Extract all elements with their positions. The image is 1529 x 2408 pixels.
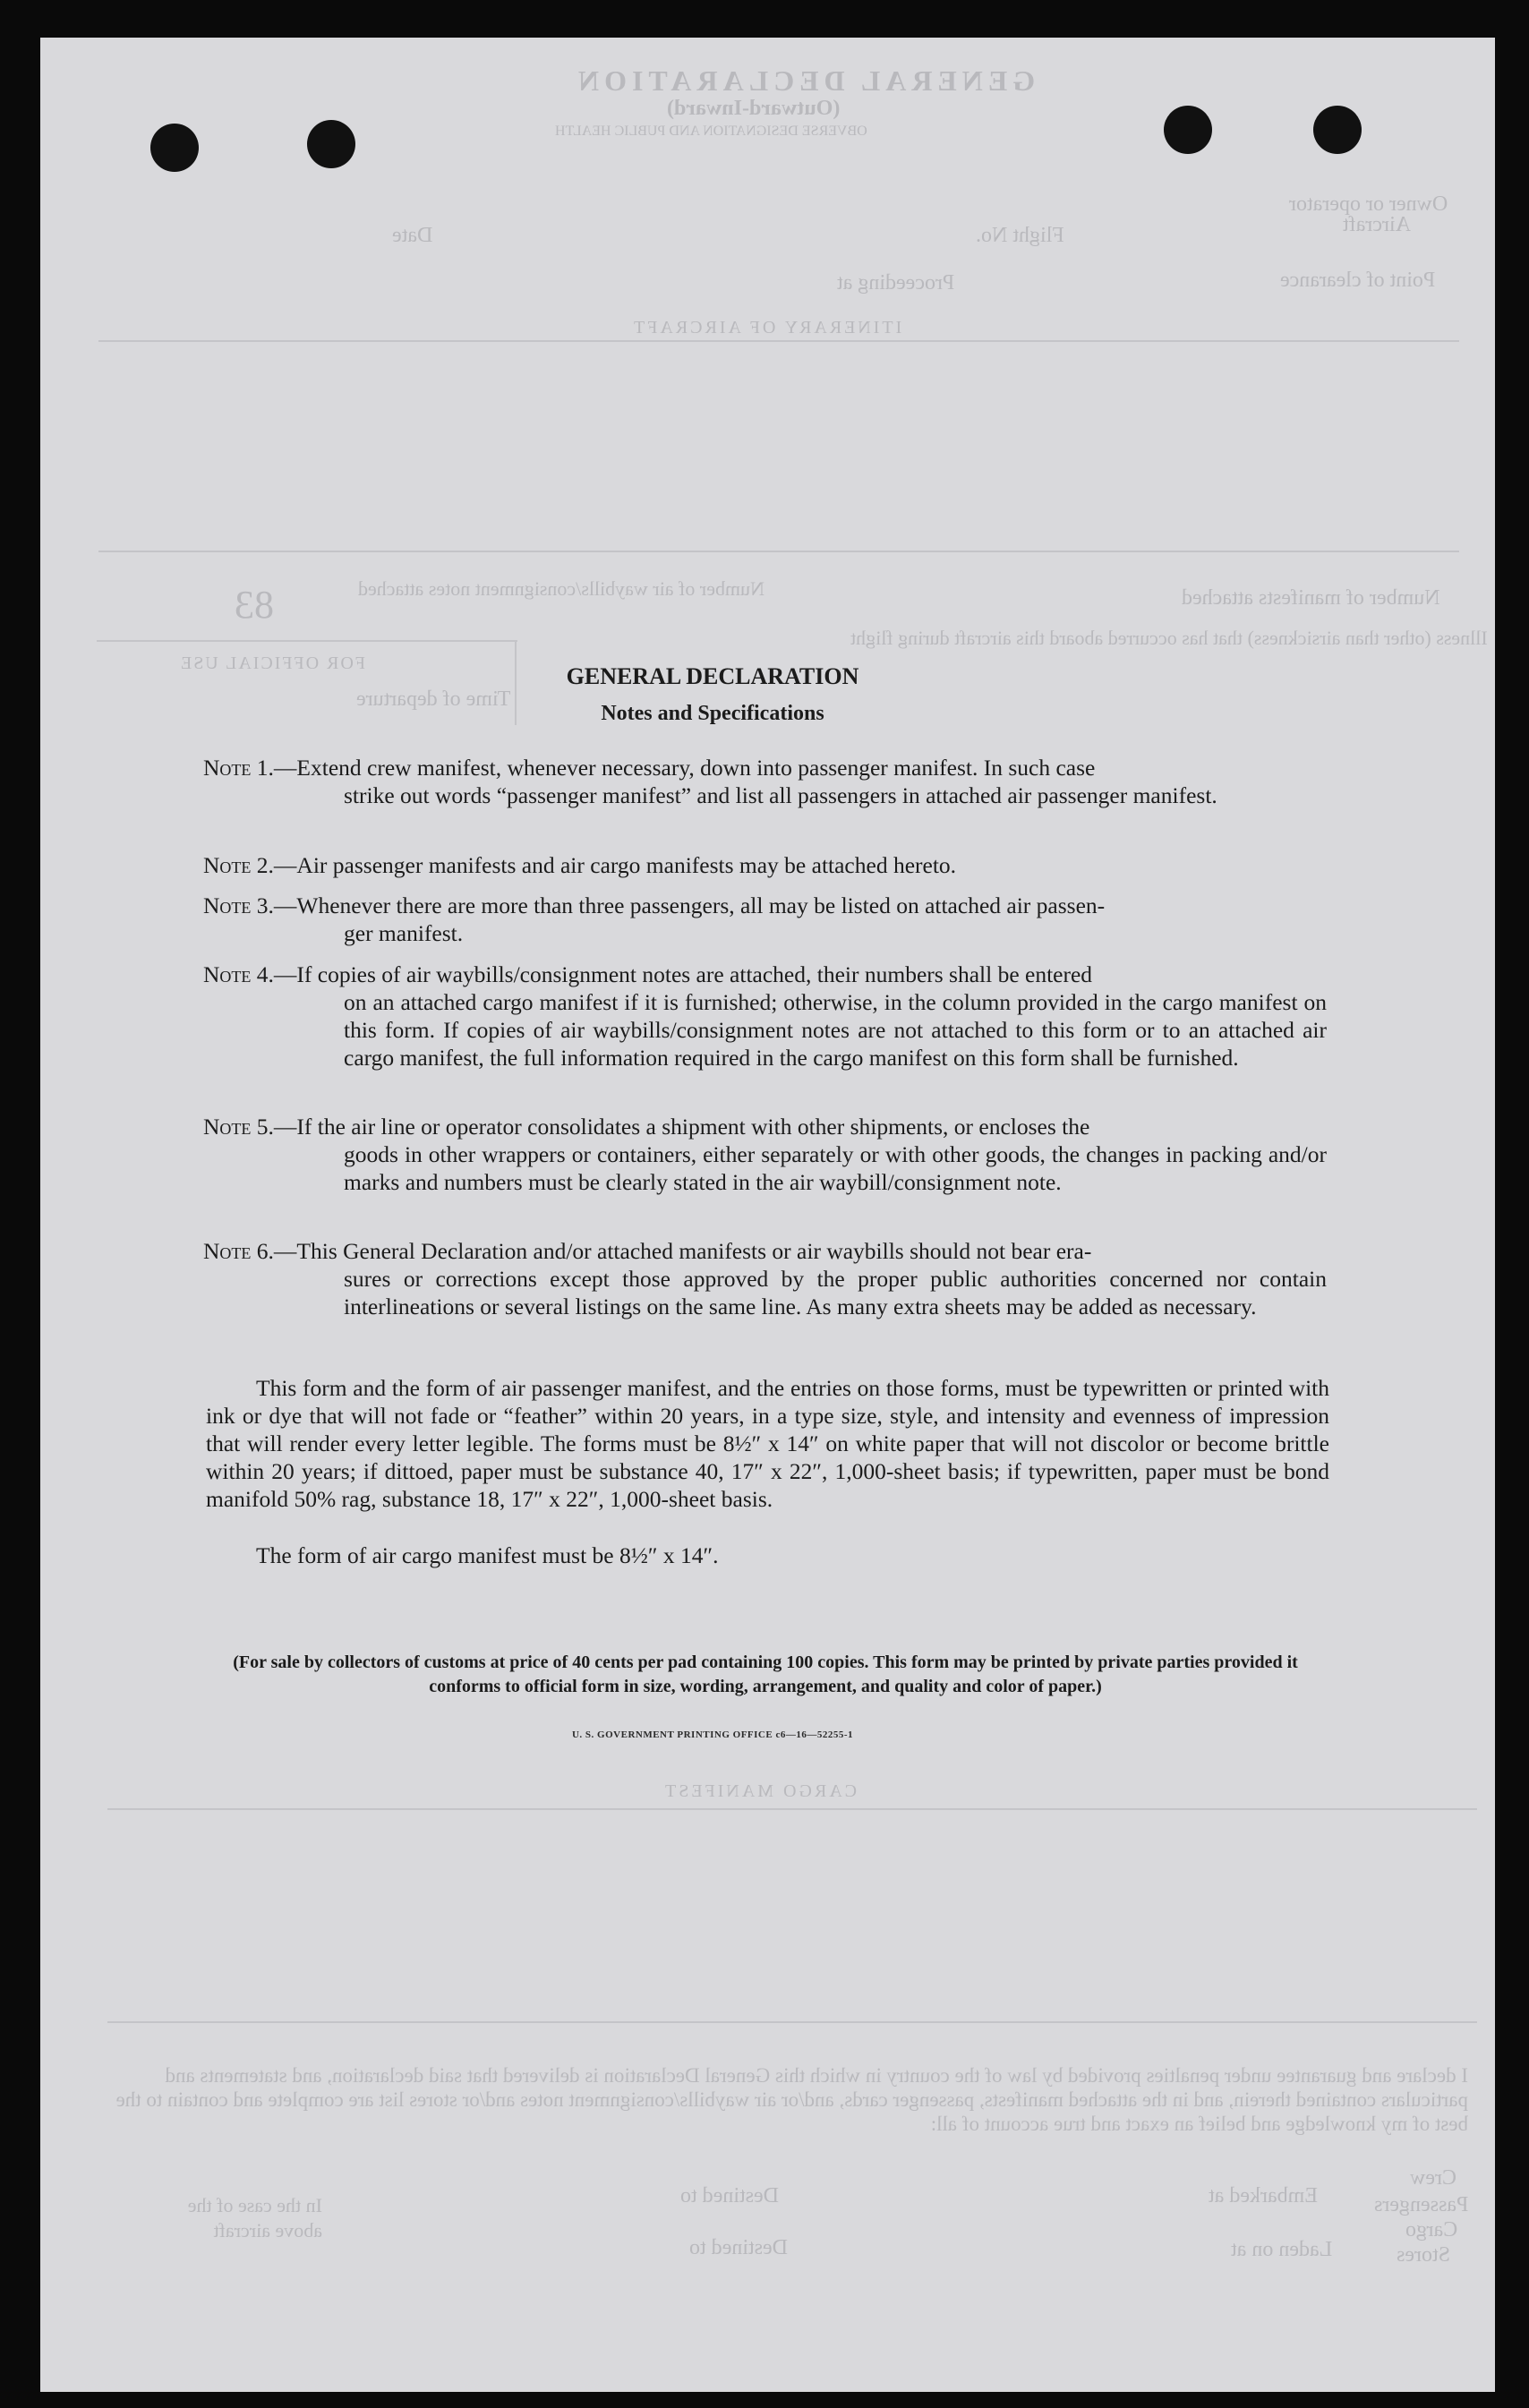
bleed-time-departure: Time of departure <box>356 687 511 711</box>
note-4-rest: on an attached cargo manifest if it is furnished; otherwise, in the column provided in the cargo manifest on this form. If copies of air waybills/consignment notes are not attached to this form or to an attached air cargo manifest, the full information required in the cargo manifest on this form shall be furnished. <box>344 989 1327 1071</box>
bleed-header: GENERAL DECLARATION <box>573 64 1036 97</box>
bleed-sub2: OBVERSE DESIGNATION AND PUBLIC HEALTH <box>555 124 867 139</box>
note-4-label: Note 4. <box>203 961 274 987</box>
bleed-waybills: Number of air waybills/consignment notes attached <box>358 577 764 600</box>
note-2-label: Note 2. <box>203 852 274 878</box>
note-1 <box>203 754 1327 809</box>
note-3-first: —Whenever there are more than three passengers, all may be listed on attached air passen- <box>273 892 1106 918</box>
note-4 <box>203 961 1327 1072</box>
bleed-destined-1: Destined to <box>680 2184 779 2207</box>
bleed-official-use: FOR OFFICIAL USE <box>179 653 365 673</box>
bleed-in-case: In the case of the above aircraft <box>187 2194 322 2241</box>
note-3 <box>203 892 1327 947</box>
bleed-date: Date <box>392 224 433 247</box>
note-1-first: —Extend crew manifest, whenever necessary, down into passenger manifest. In such case <box>273 755 1096 781</box>
note-5-first: —If the air line or operator consolidates a shipment with other shipments, or encloses the <box>273 1114 1090 1140</box>
bleed-point-clearance: Point of clearance <box>1280 269 1436 292</box>
note-6-first: —This General Declaration and/or attached manifests or air waybills should not bear era- <box>273 1238 1092 1264</box>
note-6-rest: sures or corrections except those approved by the proper public authorities concerned nor contain interlineations or several listings on the same line. As many extra sheets may be added as necessary. <box>344 1266 1327 1319</box>
bleed-illness: Illness (other than airsickness) that has occurred aboard this aircraft during flight <box>850 627 1488 649</box>
document-sheet <box>40 38 1495 2392</box>
cargo-size-line: The form of air cargo manifest must be 8½″ x 14″. <box>256 1542 719 1568</box>
bleed-cargo-manifest: CARGO MANIFEST <box>662 1781 858 1801</box>
bleed-flight: Flight No. <box>976 224 1064 247</box>
bleed-cargo-bottom <box>107 2021 1477 2023</box>
note-3-rest: ger manifest. <box>344 920 464 946</box>
bleed-declare: I declare and guarantee under penalties provided by law of the country in which this General Declaration is delivered that said declaration, and statements and particulars contained therein, and in the attached manifests, passenger cards, and/or air waybills/consignment notes and/or stores list are complete and contain to the best of my knowledge and belief an exact and true account of all: <box>115 2064 1468 2135</box>
note-5-rest: goods in other wrappers or containers, either separately or with other goods, the changes in packing and/or marks and numbers must be clearly stated in the air waybill/consignment note. <box>344 1141 1327 1195</box>
printer-imprint: U. S. GOVERNMENT PRINTING OFFICE c6—16—52255-1 <box>571 1729 853 1740</box>
bleed-number-83: 83 <box>235 583 274 627</box>
note-6-label: Note 6. <box>203 1238 274 1264</box>
note-2-first: —Air passenger manifests and air cargo manifests may be attached hereto. <box>273 852 957 878</box>
note-2 <box>203 851 1327 879</box>
bleed-crew: Crew <box>1410 2166 1456 2190</box>
punch-hole-right-1 <box>1164 106 1212 154</box>
bleed-laden: Laden on at <box>1231 2238 1333 2261</box>
bleed-sub1: (Outward-Inward) <box>667 97 841 120</box>
bleed-destined-2: Destined to <box>689 2236 788 2259</box>
sale-notice: (For sale by collectors of customs at price of 40 cents per pad containing 100 copies. This form may be printed by private parties provided it conforms to official form in size, wording, arrangement, and quality and color of paper.) <box>233 1652 1298 1696</box>
note-5-label: Note 5. <box>203 1114 274 1140</box>
bleed-proceeding: Proceeding at <box>837 271 955 295</box>
bleed-line-1 <box>98 340 1459 342</box>
bleed-stores: Stores <box>1397 2243 1450 2267</box>
punch-hole-left-1 <box>150 124 199 172</box>
bleed-owner: Owner or operator <box>1289 192 1448 216</box>
note-4-first: —If copies of air waybills/consignment notes are attached, their numbers shall be entered <box>273 961 1093 987</box>
bleed-passengers: Passengers <box>1374 2193 1469 2216</box>
bleed-line-2 <box>98 551 1459 552</box>
bleed-aircraft: Aircraft <box>1343 213 1411 236</box>
page-subtitle: Notes and Specifications <box>601 702 824 725</box>
bleed-embarked: Embarked at <box>1209 2184 1318 2207</box>
bleed-itinerary: ITINERARY OF AIRCRAFT <box>631 318 902 337</box>
note-3-label: Note 3. <box>203 892 274 918</box>
note-1-rest: strike out words “passenger manifest” and list all passengers in attached air passenger manifest. <box>344 782 1217 808</box>
note-5 <box>203 1113 1327 1196</box>
note-1-label: Note 1. <box>203 755 274 781</box>
punch-hole-right-2 <box>1313 106 1362 154</box>
bleed-box <box>97 640 517 642</box>
bleed-cargo-top <box>107 1808 1477 1810</box>
note-6 <box>203 1237 1327 1320</box>
punch-hole-left-2 <box>307 120 355 168</box>
specification-paragraph: This form and the form of air passenger manifest, and the entries on those forms, must be typewritten or printed with ink or dye that will not fade or “feather” within 20 years, in a type size, style, and intensity and evenness of impression that will render every letter legible. The forms must be 8½″ x 14″ on white paper that will not discolor or become brittle within 20 years; if dittoed, paper must be substance 40, 17″ x 22″, 1,000-sheet basis; if typewritten, paper must be bond manifold 50% rag, substance 18, 17″ x 22″, 1,000-sheet basis. <box>206 1375 1329 1512</box>
bleed-manifests: Number of manifests attached <box>1182 586 1440 610</box>
page-title: GENERAL DECLARATION <box>566 663 859 689</box>
bleed-cargo: Cargo <box>1405 2218 1458 2241</box>
